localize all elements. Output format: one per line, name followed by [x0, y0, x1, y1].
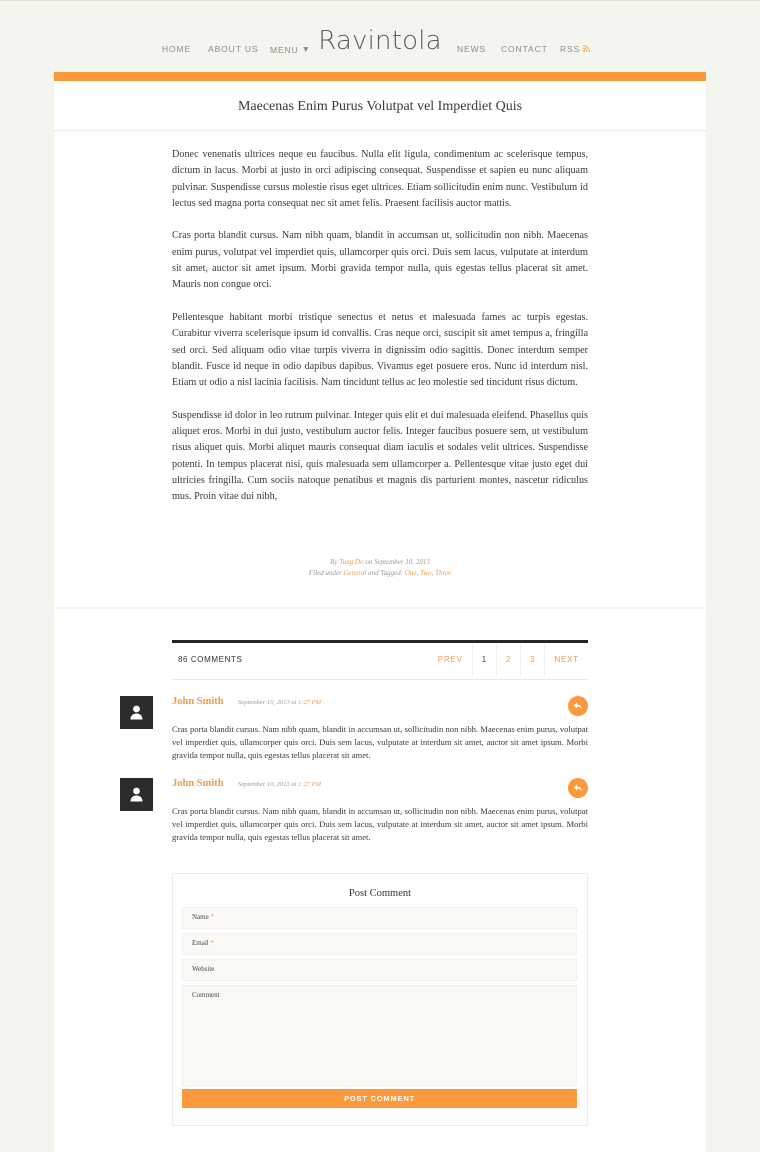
- chevron-down-icon: ▼: [301, 44, 311, 54]
- byline-by: By: [330, 558, 338, 566]
- nav-about-us[interactable]: ABOUT US: [208, 44, 259, 54]
- tagged-label: and Tagged:: [368, 569, 404, 577]
- nav-rss-label: RSS: [560, 44, 581, 54]
- post-paragraph: Pellentesque habitant morbi tristique senectus et netus et malesuada fames ac turpis egestas. Curabitur viverra scelerisque ipsum id convallis. Cras neque orci, suscipit sit amet tempus a, fringilla sed orci. Sed aliquam odio vitae turpis viverra in dignissim odio sagittis. Donec interdum semper blandit. Fusce id neque in odio dapibus dapibus. Vivamus eget posuere eros. Nunc id interdum nisl. Etiam ut odio a nisl lacinia facilisis. Nam tincidunt tellus ac leo molestie sed tincidunt risus dictum.: [172, 311, 588, 389]
- reply-icon: [573, 783, 583, 793]
- post-paragraph: Suspendisse id dolor in leo rutrum pulvinar. Integer quis elit et dui malesuada eleifend. Phasellus quis aliquet eros. Morbi in dui justo, vestibulum auctor felis. Integer faucibus posuere sem, ut vestibulum risus aliquet quis. Morbi aliquet mauris consequat diam iaculis et sodales velit ultrices. Suspendisse potenti. In tempus placerat nisi, quis malesuada sem ullamcorper a. Pellentesque vitae justo eget dui ultricies fringilla. Cum sociis natoque penatibus et magnis dis parturient montes, nascetur ridiculus mus. Proin vitae dui nibh,: [172, 409, 588, 503]
- email-label-text: Email: [192, 939, 209, 947]
- required-mark: *: [210, 913, 214, 921]
- form-title: Post Comment: [348, 888, 412, 899]
- tag-link[interactable]: Two: [420, 569, 432, 577]
- avatar: [120, 696, 153, 729]
- comments-header: [172, 640, 588, 680]
- comment-textarea[interactable]: [182, 985, 577, 1086]
- comment-date: [238, 781, 321, 788]
- tag-link[interactable]: One: [404, 569, 417, 577]
- filed-under-label: Filed under: [308, 569, 342, 577]
- email-field[interactable]: [182, 933, 577, 955]
- category-link[interactable]: General: [343, 569, 367, 577]
- comment-date-text: September 10, 2013 at: [238, 699, 297, 706]
- comment-time-link[interactable]: 1:27 PM: [298, 781, 322, 788]
- nav-rss[interactable]: [560, 44, 590, 54]
- post-paragraph: Donec venenatis ultrices neque eu faucibus. Nulla elit ligula, condimentum ac scelerisque tempus, dictum in lacus. Morbi at justo in orci adipiscing consequat. Suspendisse et sapien eu nunc aliquam pulvinar. Suspendisse cursus molestie risus eget ultrices. Etiam sollicitudin enim nunc. Vestibulum id lectus sed magna porta consequat nec sit amet felis. Praesent facilisis auctor mattis.: [172, 149, 588, 209]
- logo-wrapper: [0, 26, 760, 56]
- name-field[interactable]: [182, 907, 577, 929]
- user-icon: [130, 705, 143, 720]
- post-comment-button[interactable]: POST COMMENT: [182, 1089, 577, 1108]
- website-label: Website: [192, 965, 215, 973]
- post-paragraph: Cras porta blandit cursus. Nam nibh quam, blandit in accumsan ut, sollicitudin non nibh. Maecenas enim purus, volutpat vel imperdiet quis, ullamcorper quis orci. Duis sem lacus, vulputate at interdum sit amet, auctor sit amet ipsum. Morbi gravida tempor nulla, quis egestas tellus placerat sit amet. Mauris non congue orci.: [172, 230, 588, 291]
- byline-date: on September 10, 2013: [365, 558, 430, 566]
- comment-author[interactable]: John Smith: [172, 696, 224, 707]
- email-label: [192, 939, 214, 947]
- comments-pagination: [429, 643, 588, 676]
- comment-time-link[interactable]: 1:27 PM: [298, 699, 322, 706]
- author-link[interactable]: Tung Do: [339, 558, 364, 566]
- comment-count: 86 COMMENTS: [178, 655, 243, 664]
- comment-text: Cras porta blandit cursus. Nam nibh quam, blandit in accumsan ut, sollicitudin non nibh. Maecenas enim purus, volutpat vel imperdiet quis, ullamcorper quis orci. Duis sem lacus, vulputate at interdum sit amet, auctor sit amet ipsum. Morbi gravida tempor nulla, quis egestas tellus placerat sit amet.: [172, 806, 588, 842]
- post-byline: [54, 558, 706, 566]
- site-logo[interactable]: Ravintola: [318, 26, 442, 56]
- title-bar: [54, 81, 706, 131]
- comment-author[interactable]: John Smith: [172, 778, 224, 789]
- nav-news[interactable]: NEWS: [457, 44, 487, 54]
- comments-card: [54, 609, 706, 1152]
- nav-home[interactable]: HOME: [162, 44, 192, 54]
- required-mark: *: [210, 939, 214, 947]
- nav-contact[interactable]: CONTACT: [501, 44, 548, 54]
- name-label-text: Name: [192, 913, 209, 921]
- pager-page-1[interactable]: 1: [472, 643, 496, 676]
- post-body: [172, 147, 588, 522]
- reply-icon: [573, 701, 583, 711]
- post-taxonomy: Filed under General and Tagged: One, Two, Three: [308, 569, 452, 577]
- pager-next[interactable]: NEXT: [544, 643, 588, 676]
- rss-icon: [583, 45, 590, 52]
- pager-page-3[interactable]: 3: [520, 643, 544, 676]
- site-header: [0, 0, 760, 72]
- comment-label: Comment: [192, 991, 220, 999]
- pager-prev[interactable]: PREV: [437, 655, 463, 664]
- tag-link[interactable]: Three: [435, 569, 452, 577]
- article-card: [54, 81, 706, 607]
- comment-date: [238, 699, 321, 706]
- website-field[interactable]: [182, 959, 577, 981]
- avatar: [120, 778, 153, 811]
- name-label: [192, 913, 214, 921]
- nav-menu-label: MENU: [270, 45, 299, 55]
- comment-date-text: September 10, 2013 at: [238, 781, 297, 788]
- pager-page-2[interactable]: 2: [496, 643, 520, 676]
- nav-menu[interactable]: [270, 44, 311, 55]
- comment-text: Cras porta blandit cursus. Nam nibh quam, blandit in accumsan ut, sollicitudin non nibh. Maecenas enim purus, volutpat vel imperdiet quis, ullamcorper quis orci. Duis sem lacus, vulputate at interdum sit amet, auctor sit amet ipsum. Morbi gravida tempor nulla, quis egestas tellus placerat sit amet.: [172, 724, 588, 760]
- user-icon: [130, 787, 143, 802]
- reply-button[interactable]: [568, 778, 588, 798]
- comment-form: [172, 873, 588, 1126]
- post-title: Maecenas Enim Purus Volutpat vel Imperdiet Quis: [237, 99, 523, 114]
- reply-button[interactable]: [568, 696, 588, 716]
- accent-bar: [54, 72, 706, 81]
